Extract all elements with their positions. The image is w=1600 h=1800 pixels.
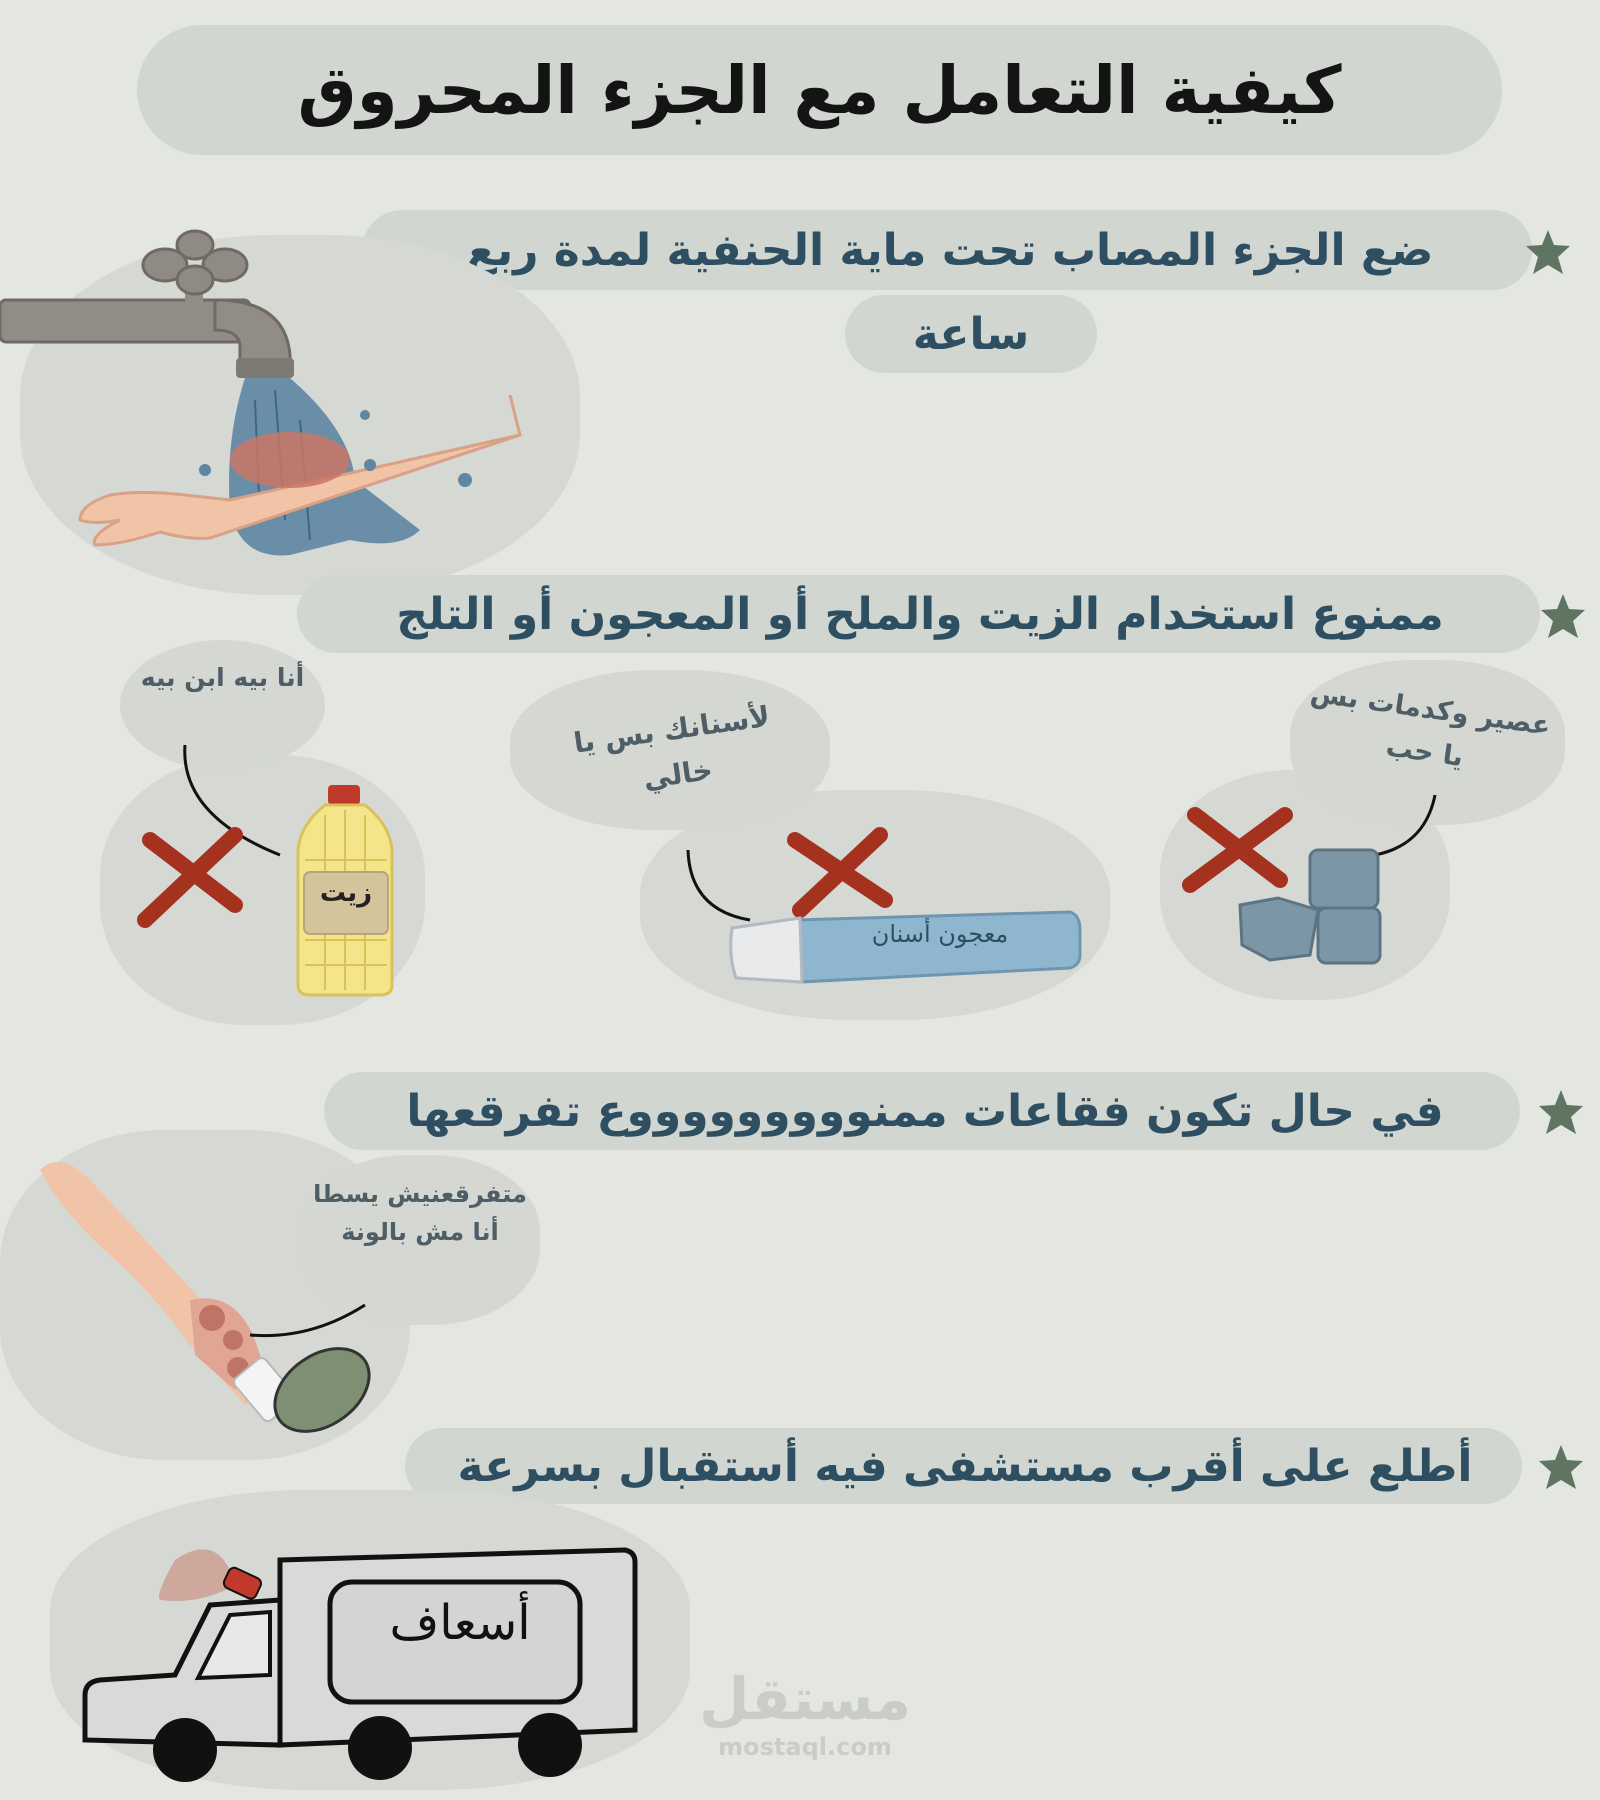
toothpaste-illustration — [640, 790, 1110, 1020]
oil-bottle-label: زيت — [319, 878, 373, 908]
faucet-arm-illustration — [0, 220, 600, 600]
ambulance-label: أسعاف — [389, 1595, 531, 1651]
step-4-text: أطلع على أقرب مستشفى فيه أستقبال بسرعة — [457, 1440, 1473, 1492]
star-bullet-icon — [1536, 1443, 1586, 1493]
blister-speech-text: متفرقعنيش يسطا أنا مش بالونة — [313, 1180, 527, 1247]
step-2-text: ممنوع استخدام الزيت والملح أو المعجون أو التلج — [396, 588, 1444, 640]
step-3-text: في حال تكون فقاعات ممنوووووووووع تفرقعها — [406, 1085, 1444, 1137]
toothpaste-tube-label: معجون أسنان — [871, 920, 1009, 948]
watermark-url: mostaql.com — [718, 1733, 892, 1761]
oil-speech-text: أنا بيه ابن بيه — [140, 663, 305, 692]
page-title: كيفية التعامل مع الجزء المحروق — [297, 51, 1342, 129]
star-bullet-icon — [1536, 1088, 1586, 1138]
ice-illustration — [1160, 770, 1460, 970]
star-bullet-icon — [1538, 592, 1588, 642]
step-1-text-2: ساعة — [912, 308, 1030, 360]
step-1-text: ضع الجزء المصاب تحت ماية الحنفية لمدة ربع — [466, 224, 1434, 276]
watermark-brand: مستقل — [698, 1665, 912, 1733]
oil-illustration — [100, 640, 420, 1010]
leg-blister-illustration — [0, 1140, 420, 1460]
ice-speech-text: عصير وكدمات بس يا حب — [1308, 677, 1553, 774]
toothpaste-speech-text: لأسنانك بس يا خالي — [571, 699, 772, 796]
star-bullet-icon — [1523, 228, 1573, 278]
